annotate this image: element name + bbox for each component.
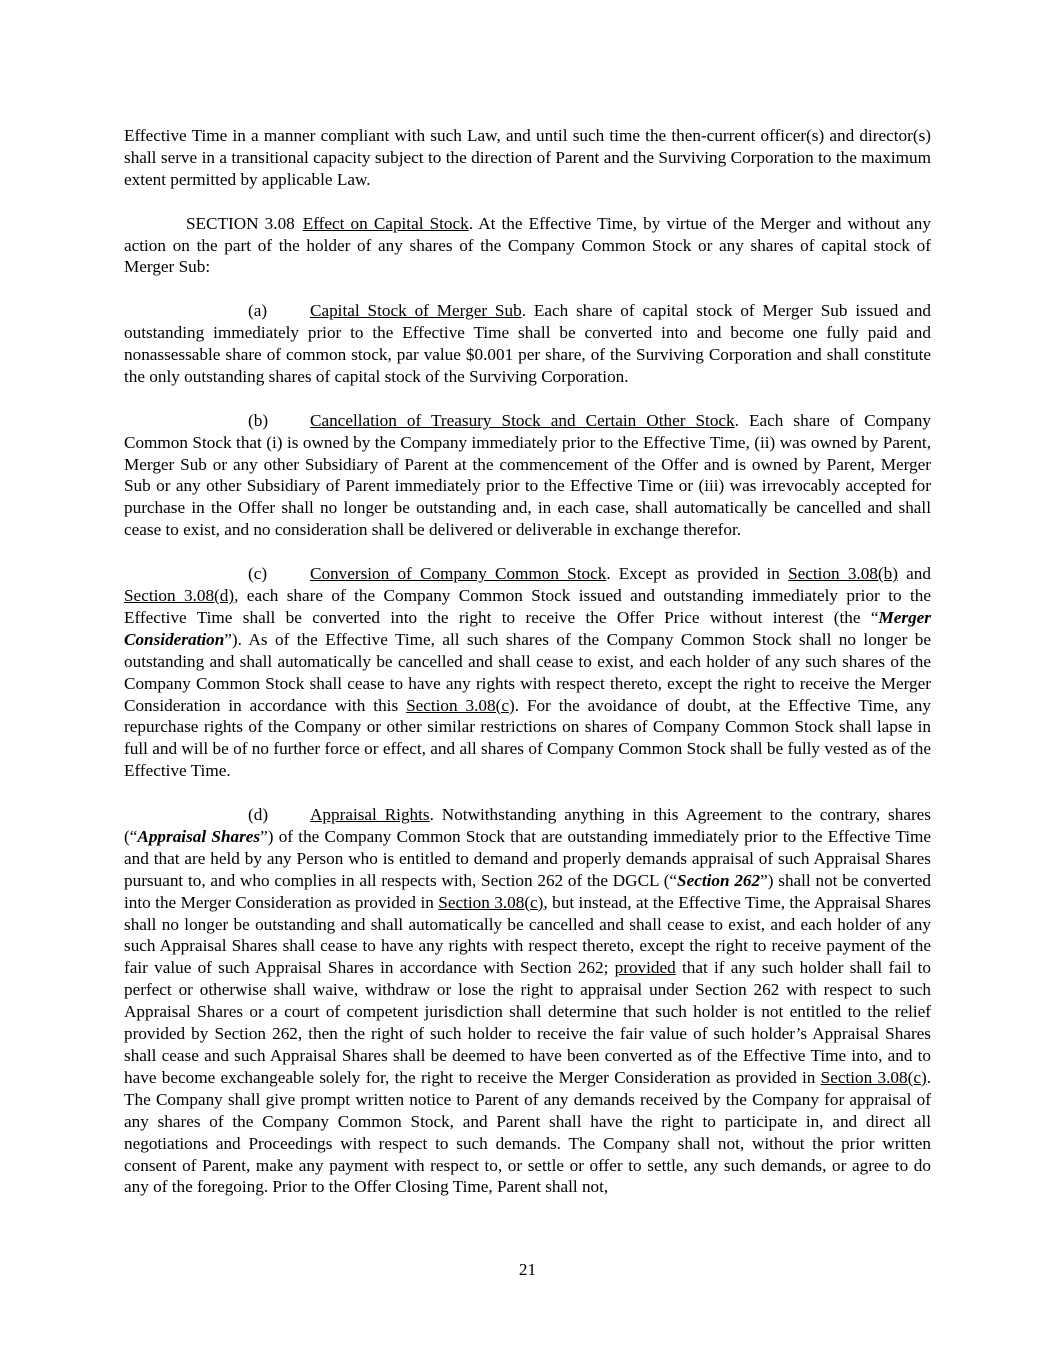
paragraph-b-text: . Each share of Company Common Stock that (i) is owned by the Company immediately prior to the Effective Time, (ii) was owned by Parent, Merger Sub or any other Subsidiary of Parent at the commencement of the Offer and is owned by Parent, Merger Sub or any other Subsidiary of Parent immediately prior to the Effective Time or (iii) was irrevocably accepted for purchase in the Offer shall no longer be outstanding and, in each case, shall automatically be cancelled and shall cease to exist, and no consideration shall be delivered or deliverable in exchange therefor.: [124, 410, 931, 540]
paragraph-c-title: Conversion of Company Common Stock: [310, 564, 607, 584]
paragraph-c-text-5: . For the avoidance of doubt, at the Effective Time, any repurchase rights of the Company or other similar restrictions on shares of Company Common Stock shall lapse in full and will be of no further force or effect, and all shares of Company Common Stock shall be fully vested as of the Effective Time.: [124, 695, 931, 781]
section-number: SECTION 3.08: [186, 213, 295, 233]
defined-term: Merger Consideration: [124, 607, 931, 649]
defined-term: Section 262: [677, 870, 761, 890]
paragraph-c-text-2: and: [897, 564, 931, 584]
paragraph-c-text-1: . Except as provided in: [606, 564, 789, 584]
paragraph-b-label: (b): [248, 410, 269, 430]
cross-reference-link[interactable]: Section 3.08(c): [406, 695, 515, 715]
document-page: [124, 125, 931, 1220]
paragraph-a-label: (a): [248, 301, 268, 321]
cross-reference-link[interactable]: Section 3.08(c): [820, 1067, 927, 1087]
paragraph-d: [124, 804, 931, 1198]
provided-term: provided: [614, 958, 676, 978]
paragraph-c-text-3: , each share of the Company Common Stock issued and outstanding immediately prior to the Effective Time shall be converted into the right to receive the Offer Price without interest (the “: [124, 585, 931, 627]
cross-reference-link[interactable]: Section 3.08(c): [438, 892, 544, 912]
defined-term: Appraisal Shares: [137, 826, 261, 846]
paragraph-d-text-5: that if any such holder shall fail to perfect or otherwise shall waive, withdraw or lose the right to appraisal under Section 262 with respect to such Appraisal Shares or a court of competent jurisdiction shall determine that such holder is not entitled to the relief provided by Section 262, then the right of such holder to receive the fair value of such holder’s Appraisal Shares shall cease and such Appraisal Shares shall be deemed to have been converted as of the Effective Time into, and to have become exchangeable solely for, the right to receive the Merger Consideration as provided in: [124, 958, 931, 1087]
cross-reference-link[interactable]: Section 3.08(b): [788, 564, 898, 584]
paragraph-d-text-1: . Notwithstanding anything in this Agreement to the contrary, shares (“: [124, 805, 931, 846]
paragraph-c-label: (c): [248, 564, 268, 584]
carryover-paragraph: [124, 125, 931, 191]
paragraph-d-label: (d): [248, 805, 269, 825]
carryover-text: Effective Time in a manner compliant with such Law, and until such time the then-current officer(s) and director(s) shall serve in a transitional capacity subject to the direction of Parent and the Surviving Corporation to the maximum extent permitted by applicable Law.: [124, 126, 931, 189]
section-3-08-paragraph: [124, 213, 931, 279]
paragraph-d-text-3: ”) shall not be converted into the Merger Consideration as provided in: [124, 870, 931, 912]
paragraph-d-text-2: ”) of the Company Common Stock that are outstanding immediately prior to the Effective Time and that are held by any Person who is entitled to demand and properly demands appraisal of such Appraisal Shares pursuant to, and who complies in all respects with, Section 262 of the DGCL (“: [124, 826, 932, 890]
cross-reference-link[interactable]: Section 3.08(d): [124, 585, 235, 605]
paragraph-c: [124, 563, 931, 782]
paragraph-a-title: Capital Stock of Merger Sub: [310, 301, 522, 321]
section-title: Effect on Capital Stock: [302, 213, 469, 233]
section-text: . At the Effective Time, by virtue of the Merger and without any action on the part of the holder of any shares of the Company Common Stock or any shares of capital stock of Merger Sub:: [124, 213, 931, 277]
paragraph-a: [124, 300, 931, 388]
paragraph-d-text-6: . The Company shall give prompt written notice to Parent of any demands received by the Company for appraisal of any shares of the Company Common Stock, and Parent shall have the right to participate in, and direct all negotiations and Proceedings with respect to such demands. The Company shall not, without the prior written consent of Parent, make any payment with respect to, or settle or offer to settle, any such demands, or agree to do any of the foregoing. Prior to the Offer Closing Time, Parent shall not,: [124, 1067, 931, 1197]
paragraph-d-text-4: , but instead, at the Effective Time, the Appraisal Shares shall no longer be outstanding and shall automatically be cancelled and shall cease to exist, and each holder of any such Appraisal Shares shall cease to have any rights with respect thereto, except the right to receive payment of the fair value of such Appraisal Shares in accordance with Section 262;: [124, 892, 931, 978]
paragraph-a-text: . Each share of capital stock of Merger Sub issued and outstanding immediately prior to the Effective Time shall be converted into and become one fully paid and nonassessable share of common stock, par value $0.001 per share, of the Surviving Corporation and shall constitute the only outstanding shares of capital stock of the Surviving Corporation.: [124, 301, 932, 386]
paragraph-b-title: Cancellation of Treasury Stock and Certain Other Stock: [310, 410, 735, 430]
paragraph-b: [124, 410, 931, 541]
paragraph-d-title: Appraisal Rights: [310, 805, 430, 825]
page-number: 21: [518, 1260, 537, 1279]
paragraph-c-text-4: ”). As of the Effective Time, all such shares of the Company Common Stock shall no longer be outstanding and shall automatically be cancelled and shall cease to exist, and each holder of any such shares of the Company Common Stock shall cease to have any rights with respect thereto, except the right to receive the Merger Consideration in accordance with this: [124, 629, 931, 715]
